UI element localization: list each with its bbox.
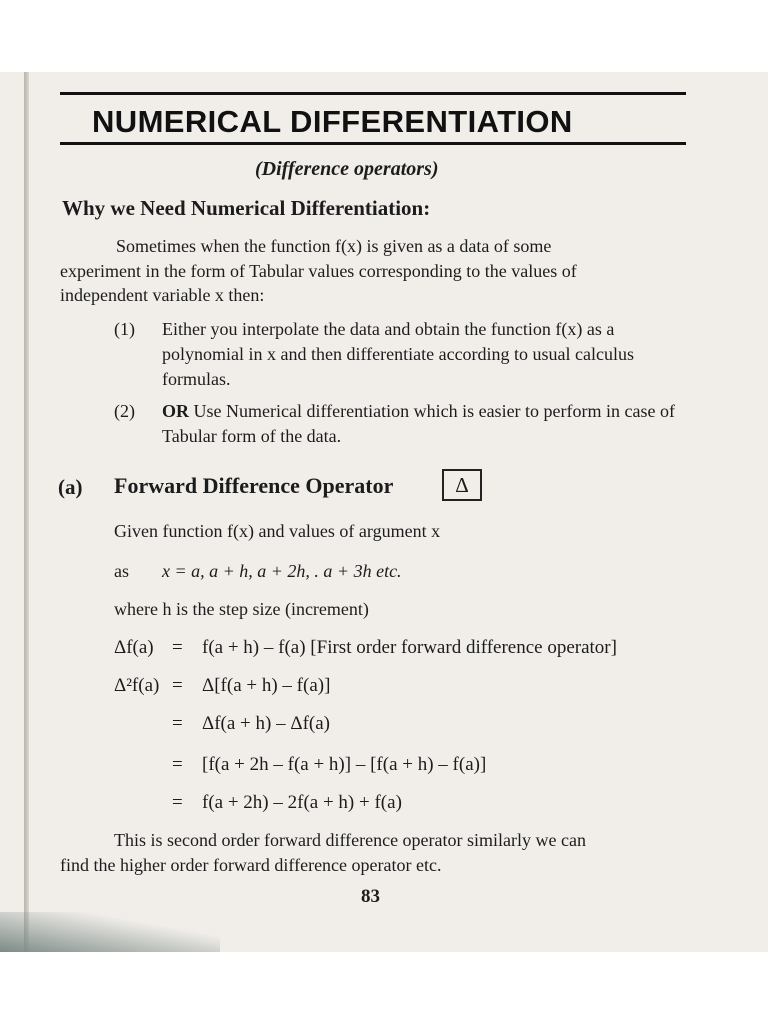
section-heading: Why we Need Numerical Differentiation: bbox=[62, 196, 431, 220]
list-item-number: (1) bbox=[114, 319, 135, 339]
equation-rhs: Δ[f(a + h) – f(a)] bbox=[202, 675, 331, 696]
equation-lhs: Δ²f(a) bbox=[114, 675, 160, 696]
closing-line-2: find the higher order forward difference operator etc. bbox=[60, 855, 442, 875]
subsection-letter: (a) bbox=[58, 475, 83, 499]
equals-sign: = bbox=[172, 713, 183, 734]
equation-row bbox=[114, 635, 617, 661]
as-label: as bbox=[114, 561, 129, 581]
equation-row bbox=[114, 711, 330, 737]
list-item bbox=[114, 317, 694, 392]
page-number: 83 bbox=[361, 886, 380, 907]
equation-rhs: f(a + h) – f(a) [First order forward difference operator] bbox=[202, 637, 617, 658]
equals-sign: = bbox=[172, 792, 183, 813]
equals-sign: = bbox=[172, 754, 183, 775]
intro-line-3: independent variable x then: bbox=[60, 285, 265, 305]
subsection-title: Forward Difference Operator bbox=[114, 473, 394, 498]
title-rule-bottom bbox=[60, 142, 686, 145]
intro-line-2: experiment in the form of Tabular values corresponding to the values of bbox=[60, 261, 577, 281]
equation-rhs: f(a + 2h) – 2f(a + h) + f(a) bbox=[202, 792, 402, 813]
closing-line-1: This is second order forward difference operator similarly we can bbox=[114, 830, 586, 850]
step-size-line: where h is the step size (increment) bbox=[114, 599, 369, 619]
list-item bbox=[114, 399, 694, 449]
equation-row bbox=[114, 752, 486, 778]
delta-symbol-box: Δ bbox=[442, 469, 482, 501]
title-rule-top bbox=[60, 92, 686, 95]
given-line: Given function f(x) and values of argument x bbox=[114, 521, 441, 541]
page-title: NUMERICAL DIFFERENTIATION bbox=[92, 104, 573, 139]
equals-sign: = bbox=[172, 637, 183, 658]
corner-shadow bbox=[0, 912, 220, 952]
equation-row bbox=[114, 790, 402, 816]
list-item-bold-word: OR bbox=[162, 401, 189, 421]
list-item-text: Use Numerical differentiation which is easier to perform in case of Tabular form of the data. bbox=[162, 401, 675, 446]
list-item-number: (2) bbox=[114, 401, 135, 421]
as-line bbox=[114, 559, 402, 583]
equation-row bbox=[114, 673, 330, 699]
equation-rhs: [f(a + 2h – f(a + h)] – [f(a + h) – f(a)] bbox=[202, 754, 487, 775]
equation-lhs: Δf(a) bbox=[114, 637, 154, 658]
list-item-text: Either you interpolate the data and obtain the function f(x) as a polynomial in x and then differentiate according to usual calculus formulas. bbox=[162, 319, 635, 389]
argument-values: x = a, a + h, a + 2h, . a + 3h etc. bbox=[162, 561, 402, 581]
scanned-page bbox=[0, 72, 768, 952]
intro-line-1: Sometimes when the function f(x) is given as a data of some bbox=[116, 236, 552, 256]
equals-sign: = bbox=[172, 675, 183, 696]
subtitle: (Difference operators) bbox=[255, 158, 439, 180]
page-edge bbox=[24, 72, 29, 952]
equation-rhs: Δf(a + h) – Δf(a) bbox=[202, 713, 330, 734]
